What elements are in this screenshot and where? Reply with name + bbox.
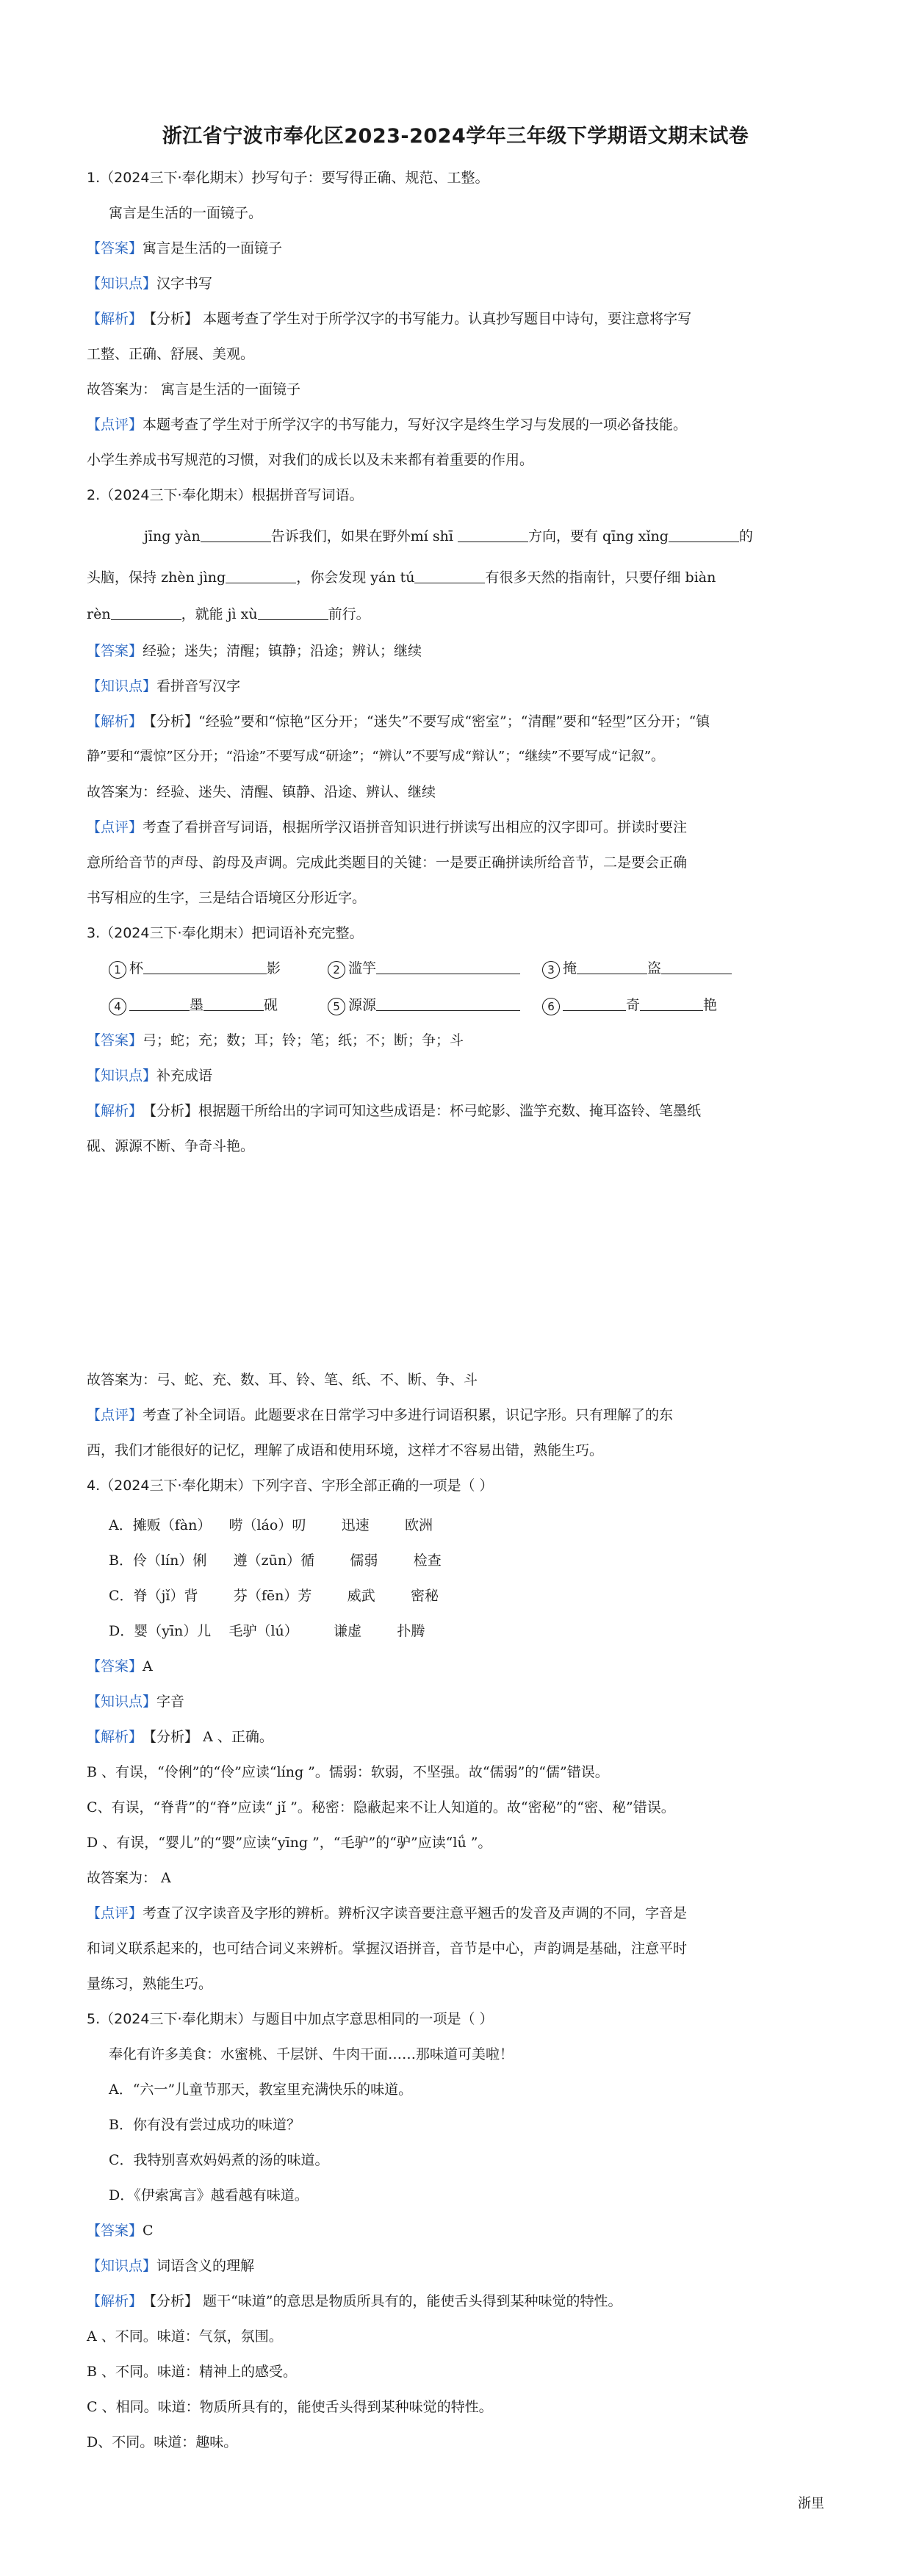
q2-text-line3: rèn ，就能 jì xù 前行。 [87, 606, 370, 622]
q4-analysis-line3: C、有误，“脊背”的“脊”应读“ jǐ ”。秘密：隐蔽起来不让人知道的。故“密秘”的“密、秘”错误。 [87, 1799, 675, 1816]
q3-item-3: 3 掩 盗 [542, 958, 732, 979]
q4-option-a: A．摊贩（fàn） 唠（láo）叨 迅速 欧洲 [109, 1517, 433, 1533]
q2-text-line2: 头脑，保持 zhèn jìng ，你会发现 yán tú 有很多天然的指南针，只要仔细 biàn [87, 569, 716, 586]
q4-analysis-line4: D 、有误，“婴儿”的“婴”应读“yīng ”，“毛驴”的“驴”应读“lǘ ”。 [87, 1835, 492, 1851]
q1-analysis-line1: 【解析】【分析】 本题考查了学生对于所学汉字的书写能力。认真抄写题目中诗句，要注意将字写 [87, 311, 692, 327]
q5-knowledge: 【知识点】词语含义的理解 [87, 2258, 255, 2274]
q4-option-b: B．伶（lín）俐 遵（zūn）循 儒弱 检查 [109, 1553, 442, 1569]
q3-item-1: 1 杯 影 [109, 958, 328, 979]
q3-row2 [109, 995, 824, 1015]
q5-analysis-line1: 【解析】【分析】 题干“味道”的意思是物质所具有的，能使舌头得到某种味觉的特性。 [87, 2293, 622, 2309]
q3-stem: 3.（2024三下·奉化期末）把词语补充完整。 [87, 925, 364, 941]
q4-option-c: C．脊（jǐ）背 芬（fēn）芳 威武 密秘 [109, 1588, 439, 1604]
q3-row1 [109, 958, 824, 979]
q1-answer: 【答案】寓言是生活的一面镜子 [87, 240, 283, 256]
q2-comment-line1: 【点评】考查了看拼音写词语，根据所学汉语拼音知识进行拼读写出相应的汉字即可。拼读时要注 [87, 819, 688, 835]
q2-final-answer: 故答案为：经验、迷失、清醒、镇静、沿途、辨认、继续 [87, 784, 436, 800]
q4-option-d: D．婴（yīn）儿 毛驴（lú） 谦虚 扑腾 [109, 1623, 425, 1639]
q5-option-a: A．“六一”儿童节那天，教室里充满快乐的味道。 [109, 2082, 413, 2098]
q3-answer: 【答案】弓；蛇；充；数；耳；铃；笔；纸；不；断；争；斗 [87, 1032, 464, 1048]
footer-mark: 浙里 [798, 2496, 824, 2511]
q1-comment-line2: 小学生养成书写规范的习惯，对我们的成长以及未来都有着重要的作用。 [87, 452, 534, 468]
q4-comment-line2: 和词义联系起来的，也可结合词义来辨析。掌握汉语拼音，音节是中心，声韵调是基础，注意平时 [87, 1940, 688, 1957]
q5-stem: 5.（2024三下·奉化期末）与题目中加点字意思相同的一项是（ ） [87, 2011, 494, 2027]
q5-analysis-line2: A 、不同。味道：气氛，氛围。 [87, 2328, 283, 2345]
q2-knowledge: 【知识点】看拼音写汉字 [87, 678, 241, 694]
q3-final-answer: 故答案为：弓、蛇、充、数、耳、铃、笔、纸、不、断、争、斗 [87, 1372, 478, 1388]
q5-option-c: C．我特别喜欢妈妈煮的汤的味道。 [109, 2152, 329, 2168]
q5-analysis-line3: B 、不同。味道：精神上的感受。 [87, 2364, 298, 2380]
q2-text-line1: jīng yàn 告诉我们，如果在野外mí shī 方向，要有 qīng xǐng 的 [144, 528, 753, 544]
q2-analysis-line2: 静”要和“震惊”区分开；“沿途”不要写成“研途”；“辨认”不要写成“辩认”；“继续”不要写成“记叙”。 [87, 749, 665, 764]
q1-analysis-line2: 工整、正确、舒展、美观。 [87, 346, 255, 362]
q4-comment-line1: 【点评】考查了汉字读音及字形的辨析。辨析汉字读音要注意平翘舌的发音及声调的不同，字音是 [87, 1905, 688, 1921]
q3-comment-line1: 【点评】考查了补全词语。此题要求在日常学习中多进行词语积累，识记字形。只有理解了的东 [87, 1407, 674, 1423]
q1-knowledge: 【知识点】汉字书写 [87, 276, 213, 292]
q5-option-b: B．你有没有尝过成功的味道？ [109, 2117, 300, 2133]
q5-answer: 【答案】C [87, 2223, 154, 2239]
q4-analysis-line1: 【解析】【分析】 A 、正确。 [87, 1729, 273, 1745]
q5-option-d: D．《伊索寓言》越看越有味道。 [109, 2187, 309, 2203]
q2-stem: 2.（2024三下·奉化期末）根据拼音写词语。 [87, 487, 364, 503]
q1-sentence: 寓言是生活的一面镜子。 [109, 205, 263, 221]
q2-comment-line2: 意所给音节的声母、韵母及声调。完成此类题目的关键：一是要正确拼读所给音节，二是要会正确 [87, 855, 688, 871]
q1-stem: 1.（2024三下·奉化期末）抄写句子：要写得正确、规范、工整。 [87, 170, 489, 186]
q5-analysis-line4: C 、相同。味道：物质所具有的，能使舌头得到某种味觉的特性。 [87, 2399, 493, 2415]
q1-comment-line1: 【点评】本题考查了学生对于所学汉字的书写能力，写好汉字是终生学习与发展的一项必备技能。 [87, 417, 688, 433]
q2-answer: 【答案】经验；迷失；清醒；镇静；沿途；辨认；继续 [87, 643, 422, 659]
q4-comment-line3: 量练习，熟能生巧。 [87, 1976, 213, 1992]
q3-analysis-line2: 砚、源源不断、争奇斗艳。 [87, 1138, 255, 1154]
q4-analysis-line2: B 、有误，“伶俐”的“伶”应读“líng ”。懦弱：软弱，不坚强。故“儒弱”的“儒”错误。 [87, 1764, 609, 1780]
q5-analysis-line5: D、不同。味道：趣味。 [87, 2434, 238, 2450]
q3-analysis-line1: 【解析】【分析】根据题干所给出的字词可知这些成语是：杯弓蛇影、滥竽充数、掩耳盗铃、笔墨纸 [87, 1103, 702, 1119]
q4-stem: 4.（2024三下·奉化期末）下列字音、字形全部正确的一项是（ ） [87, 1478, 494, 1494]
q1-final-answer: 故答案为： 寓言是生活的一面镜子 [87, 381, 301, 397]
q5-sentence: 奉化有许多美食：水蜜桃、千层饼、牛肉干面……那味道可美啦！ [109, 2046, 514, 2062]
q3-knowledge: 【知识点】补充成语 [87, 1068, 213, 1084]
page-title: 浙江省宁波市奉化区2023-2024学年三年级下学期语文期末试卷 [162, 125, 749, 148]
q2-comment-line3: 书写相应的生字，三是结合语境区分形近字。 [87, 890, 367, 906]
q3-item-6: 6 奇 艳 [542, 995, 717, 1015]
q2-analysis-line1: 【解析】【分析】“经验”要和“惊艳”区分开；“迷失”不要写成“密室”；“清醒”要和“轻型”区分开；“镇 [87, 713, 710, 730]
q4-knowledge: 【知识点】字音 [87, 1694, 185, 1710]
q4-answer: 【答案】A [87, 1658, 153, 1674]
q4-final-answer: 故答案为： A [87, 1870, 171, 1886]
q3-item-4: 4 墨 砚 [109, 995, 328, 1015]
q3-comment-line2: 西，我们才能很好的记忆，理解了成语和使用环境，这样才不容易出错，熟能生巧。 [87, 1442, 604, 1458]
q3-item-5: 5 源源 [328, 995, 542, 1015]
q3-item-2: 2 滥竽 [328, 958, 542, 979]
